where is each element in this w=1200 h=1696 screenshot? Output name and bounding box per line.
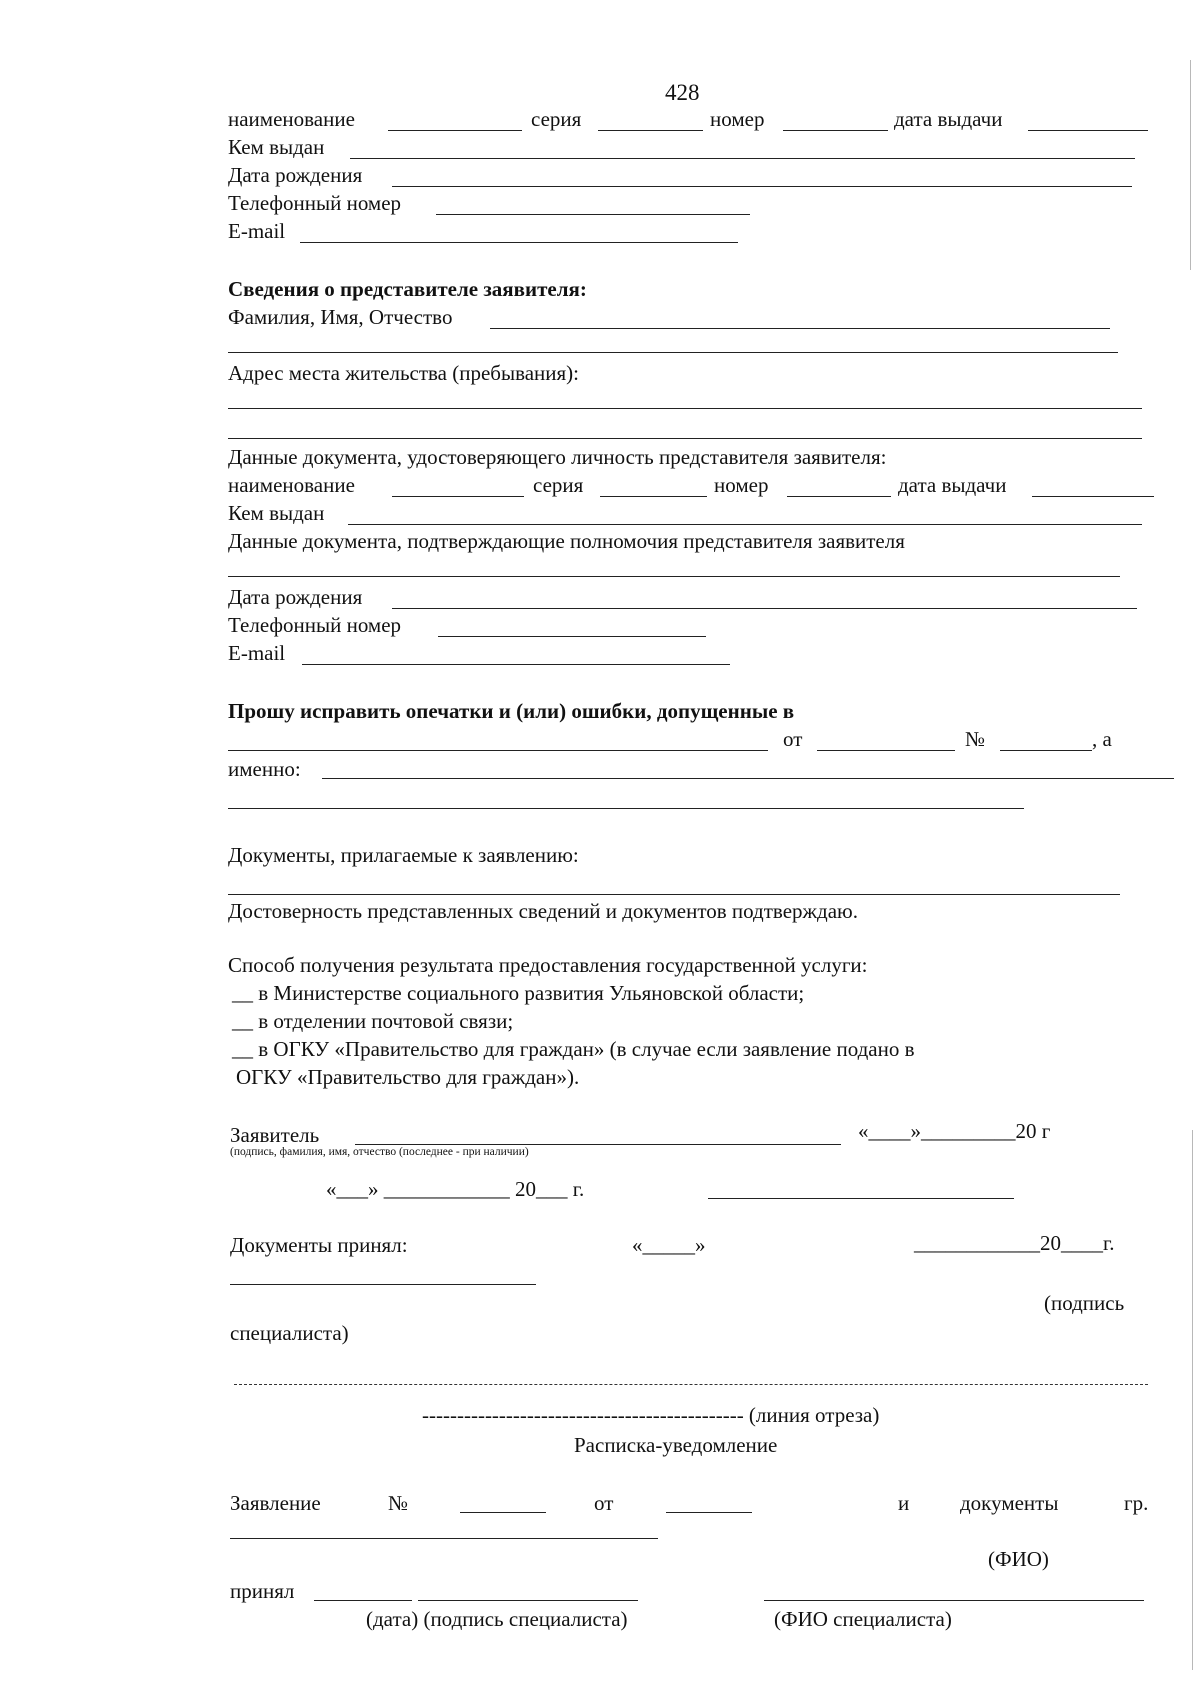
receipt-from-label: от: [594, 1491, 614, 1515]
email-field[interactable]: [300, 242, 738, 243]
rep-birth-date-label: Дата рождения: [228, 585, 363, 609]
scan-edge-mark-2: [1192, 1130, 1193, 1670]
receipt-captions: (дата) (подпись специалиста): [366, 1607, 628, 1631]
phone-label: Телефонный номер: [228, 191, 402, 215]
receipt-title: Расписка-уведомление: [574, 1433, 778, 1457]
cut-line-label: ---------------------------------------------- (линия отреза): [422, 1403, 880, 1427]
documents-accepted-label: Документы принял:: [230, 1233, 408, 1257]
specialist-signature-caption-2: специалиста): [230, 1321, 349, 1345]
receipt-specialist-signature-field[interactable]: [418, 1600, 638, 1601]
issue-date-field[interactable]: [1028, 130, 1148, 131]
request-namely-field[interactable]: [322, 778, 1174, 779]
specialist-signature-caption-1: (подпись: [1044, 1291, 1125, 1315]
rep-address-field-2[interactable]: [228, 438, 1142, 439]
rep-email-label: E-mail: [228, 641, 286, 665]
receipt-documents-label: документы: [960, 1491, 1059, 1515]
cut-line: [234, 1384, 1148, 1385]
rep-address-field[interactable]: [228, 408, 1142, 409]
request-number-field[interactable]: [1000, 750, 1092, 751]
email-label: E-mail: [228, 219, 286, 243]
confirm-statement: Достоверность представленных сведений и документов подтверждаю.: [228, 899, 858, 923]
method-option-ogku[interactable]: __ в ОГКУ «Правительство для граждан» (в случае если заявление подано в: [232, 1037, 915, 1061]
rep-series-label: серия: [533, 473, 584, 497]
receipt-date-field[interactable]: [666, 1512, 752, 1513]
scan-edge-mark: [1190, 60, 1191, 270]
method-option-ministry[interactable]: __ в Министерстве социального развития Ульяновской области;: [232, 981, 805, 1005]
rep-address-label: Адрес места жительства (пребывания):: [228, 361, 580, 385]
receipt-word-application: Заявление: [230, 1491, 321, 1515]
applicant-signature-caption: (подпись, фамилия, имя, отчество (последнее - при наличии): [230, 1146, 529, 1158]
method-option-ogku-cont: ОГКУ «Правительство для граждан»).: [236, 1065, 580, 1089]
representative-heading: Сведения о представителе заявителя:: [228, 277, 587, 301]
receipt-number-field[interactable]: [460, 1512, 546, 1513]
rep-number-field[interactable]: [787, 496, 891, 497]
page-number: 428: [665, 80, 700, 105]
rep-doc-name-label: наименование: [228, 473, 355, 497]
rep-phone-label: Телефонный номер: [228, 613, 402, 637]
attachments-field[interactable]: [228, 894, 1120, 895]
attachments-label: Документы, прилагаемые к заявлению:: [228, 843, 579, 867]
rep-authority-doc-label: Данные документа, подтверждающие полномочия представителя заявителя: [228, 529, 905, 553]
rep-number-label: номер: [714, 473, 769, 497]
birth-date-field[interactable]: [392, 186, 1132, 187]
series-field[interactable]: [598, 130, 703, 131]
issued-by-field[interactable]: [350, 158, 1135, 159]
accepted-year-field[interactable]: ____________20____г.: [914, 1231, 1115, 1255]
request-date-field[interactable]: [817, 750, 955, 751]
rep-issue-date-label: дата выдачи: [898, 473, 1007, 497]
rep-fullname-label: Фамилия, Имя, Отчество: [228, 305, 453, 329]
request-from-label: от: [783, 727, 803, 751]
second-date-field[interactable]: «___» ____________ 20___ г.: [326, 1177, 585, 1201]
issue-date-label: дата выдачи: [894, 107, 1003, 131]
rep-issue-date-field[interactable]: [1032, 496, 1154, 497]
rep-email-field[interactable]: [302, 664, 730, 665]
rep-phone-field[interactable]: [438, 636, 706, 637]
phone-field[interactable]: [436, 214, 750, 215]
rep-authority-doc-field[interactable]: [228, 576, 1120, 577]
rep-issued-by-label: Кем выдан: [228, 501, 325, 525]
request-comma-a: , а: [1092, 727, 1112, 751]
applicant-date-field[interactable]: «____»_________20 г: [858, 1119, 1051, 1143]
method-option-post[interactable]: __ в отделении почтовой связи;: [232, 1009, 514, 1033]
method-heading: Способ получения результата предоставления государственной услуги:: [228, 953, 868, 977]
rep-series-field[interactable]: [600, 496, 707, 497]
receipt-accepted-label: принял: [230, 1579, 295, 1603]
accepted-day-field[interactable]: «_____»: [632, 1233, 706, 1257]
receipt-and-label: и: [898, 1491, 910, 1515]
rep-birth-date-field[interactable]: [392, 608, 1137, 609]
number-label: номер: [710, 107, 765, 131]
request-heading: Прошу исправить опечатки и (или) ошибки, допущенные в: [228, 699, 795, 723]
rep-fullname-field-2[interactable]: [228, 352, 1118, 353]
receipt-fio-caption: (ФИО): [988, 1547, 1049, 1571]
receipt-specialist-name-field[interactable]: [764, 1600, 1144, 1601]
rep-doc-name-field[interactable]: [392, 496, 524, 497]
rep-id-doc-heading: Данные документа, удостоверяющего личность представителя заявителя:: [228, 445, 887, 469]
request-namely-field-2[interactable]: [228, 808, 1024, 809]
receipt-accepted-date-field[interactable]: [314, 1600, 412, 1601]
rep-fullname-field[interactable]: [490, 328, 1110, 329]
request-document-field[interactable]: [228, 750, 768, 751]
issued-by-label: Кем выдан: [228, 135, 325, 159]
birth-date-label: Дата рождения: [228, 163, 363, 187]
number-field[interactable]: [783, 130, 888, 131]
receipt-fio-specialist-caption: (ФИО специалиста): [774, 1607, 952, 1631]
doc-name-label: наименование: [228, 107, 355, 131]
rep-issued-by-field[interactable]: [348, 524, 1142, 525]
second-signature-field[interactable]: [708, 1198, 1014, 1199]
request-num-sign: №: [965, 727, 986, 751]
request-namely-label: именно:: [228, 757, 301, 781]
applicant-signature-label: Заявитель: [230, 1123, 320, 1147]
doc-name-field[interactable]: [388, 130, 522, 131]
specialist-signature-field[interactable]: [230, 1284, 536, 1285]
receipt-citizen-label: гр.: [1124, 1491, 1149, 1515]
series-label: серия: [531, 107, 582, 131]
receipt-citizen-name-field[interactable]: [230, 1538, 658, 1539]
receipt-num-sign: №: [388, 1491, 409, 1515]
